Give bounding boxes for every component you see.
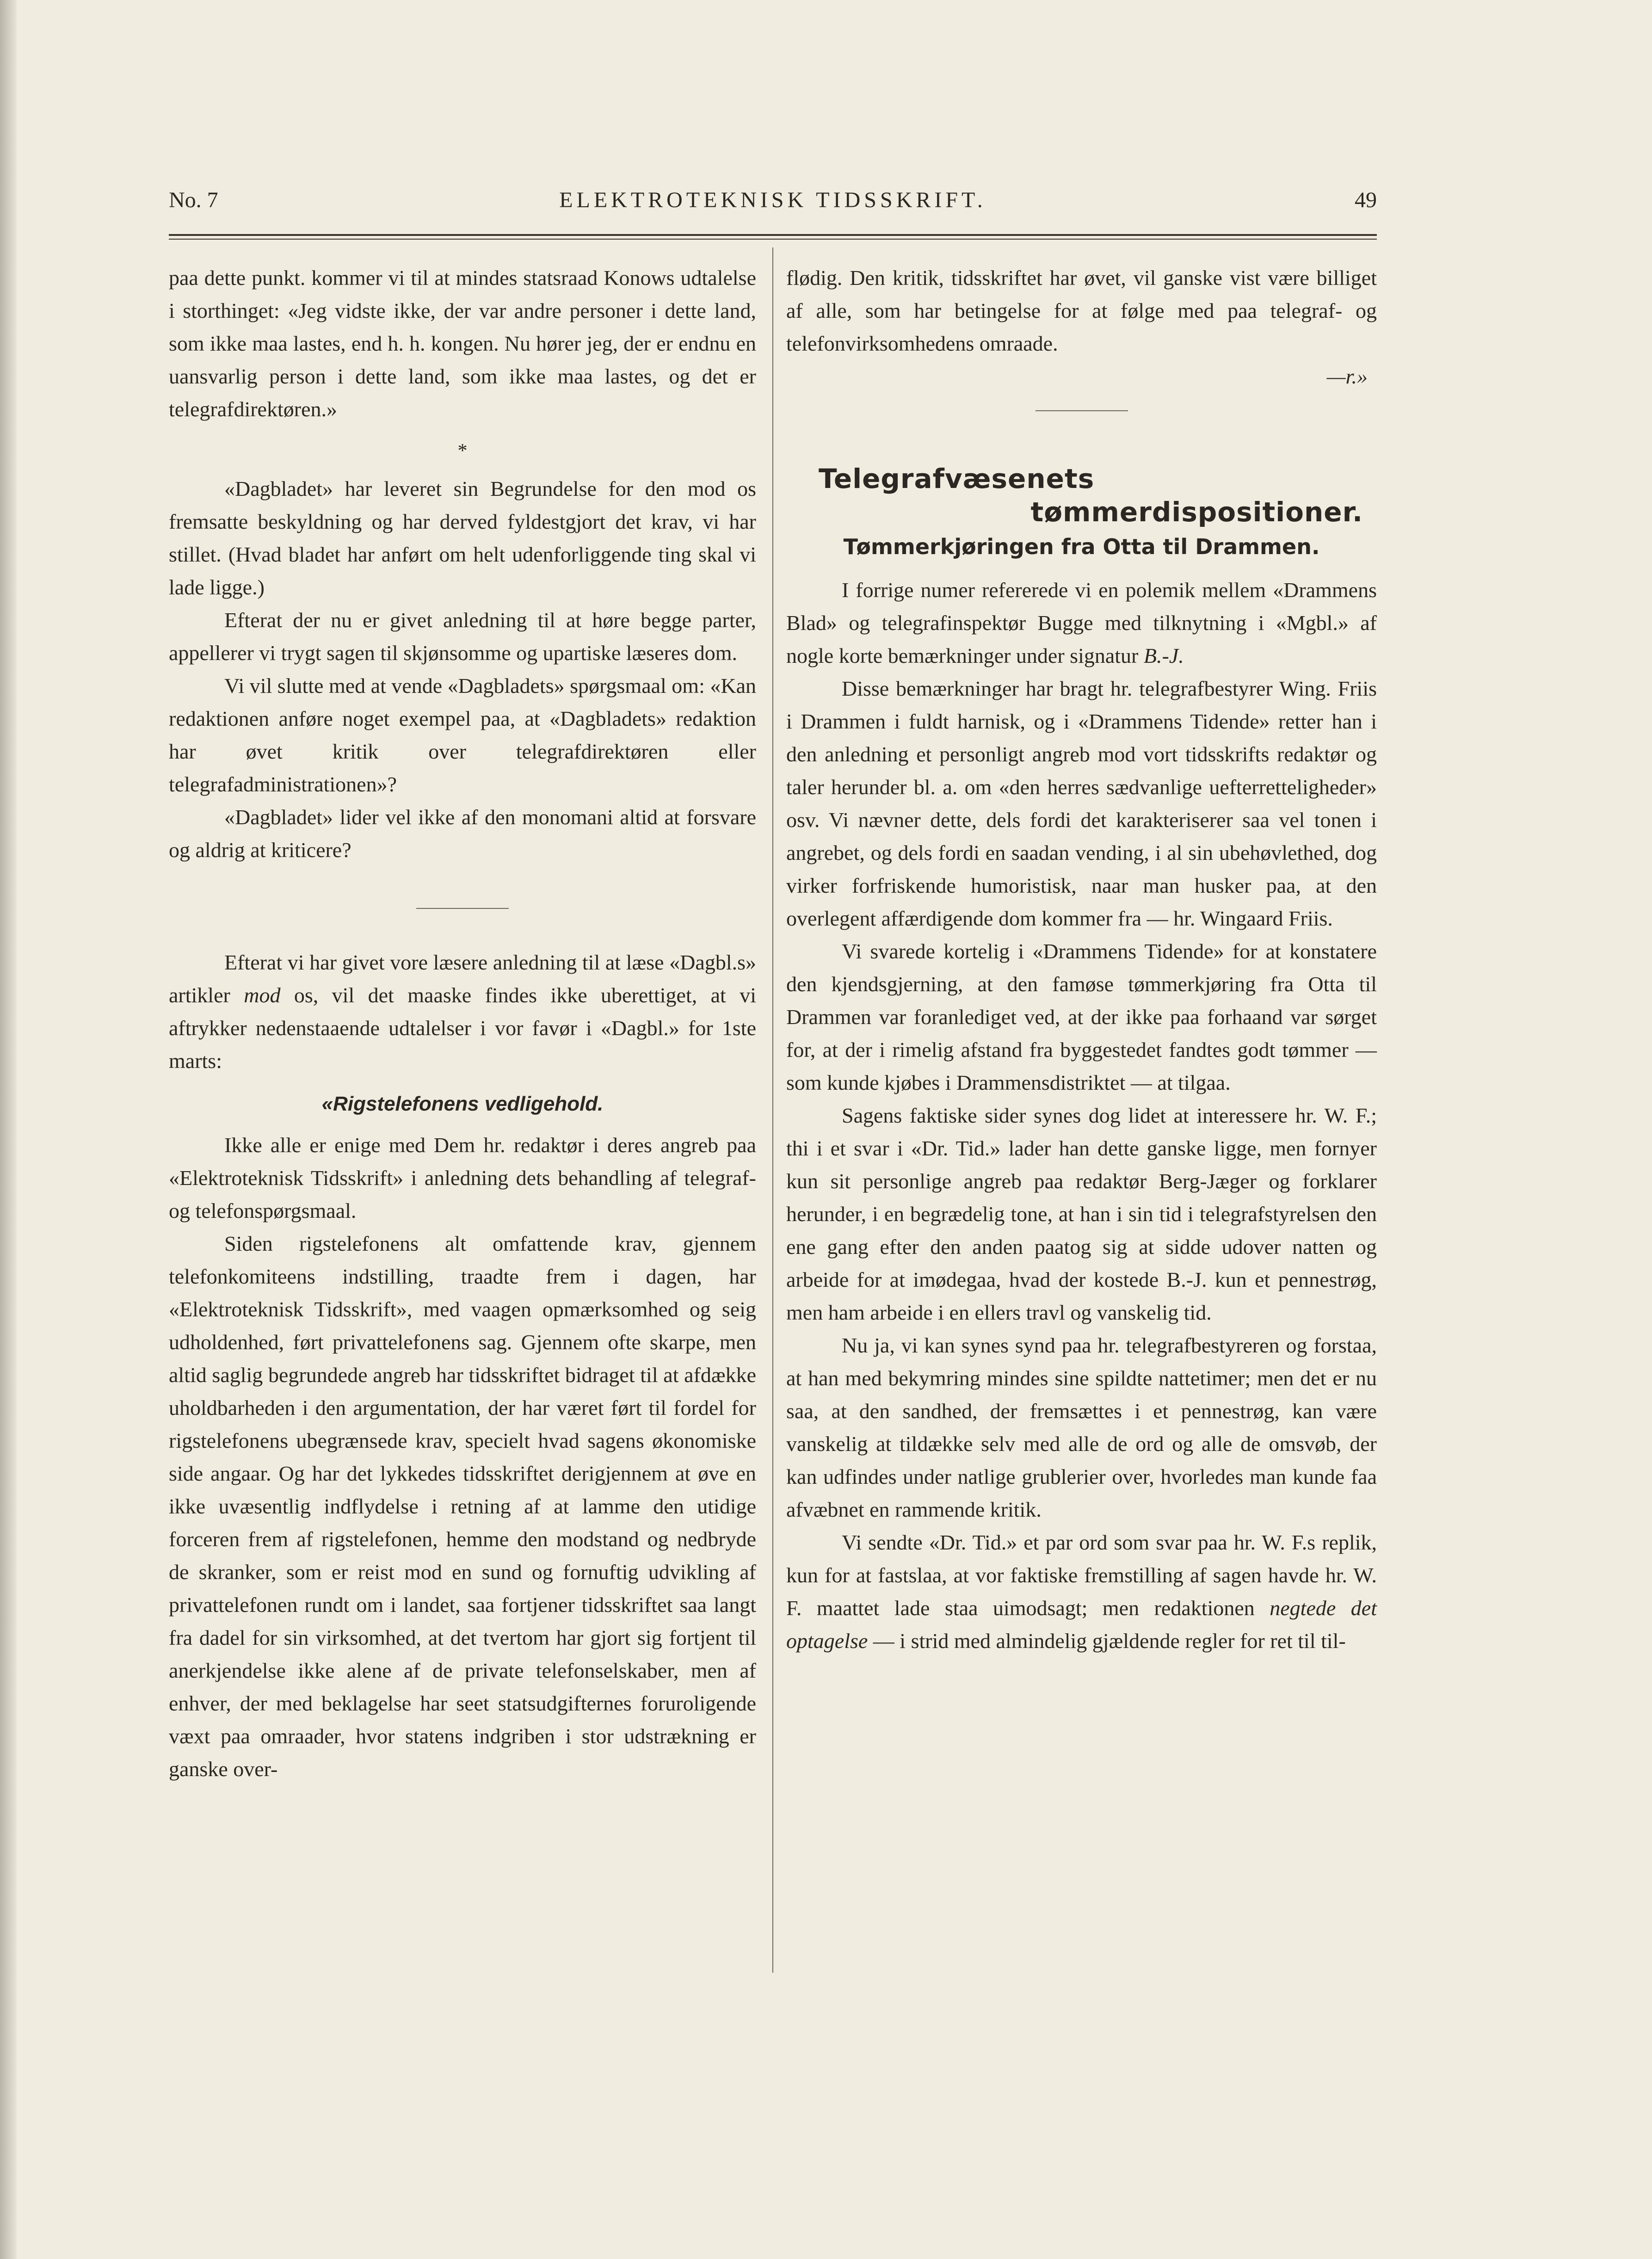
running-header: [169, 187, 1377, 220]
paragraph: Ikke alle er enige med Dem hr. redaktør i deres angreb paa «Elektroteknisk Tidsskrift» i anledning dets behandling af telegraf- og telefonspørgsmaal.: [169, 1133, 756, 1222]
emphasis: negtede det optagelse: [786, 1596, 1377, 1653]
page-number: 49: [1355, 188, 1377, 212]
text-run: Efterat vi har givet vore læsere anledning til at læse «Dagbl.s» artikler: [169, 951, 756, 1007]
left-column: [169, 261, 756, 1785]
paragraph: flødig. Den kritik, tidsskriftet har øvet, vil ganske vist være billiget af alle, som har betingelse for at følge med paa telegraf- og telefonvirksomhedens omraade.: [786, 266, 1377, 355]
paragraph: «Dagbladet» har leveret sin Begrundelse for den mod os fremsatte beskyldning og har derved fyldestgjort det krav, vi har stillet. (Hvad bladet har anført om helt udenforliggende ting skal vi lade ligge.): [169, 477, 756, 599]
paragraph: «Dagbladet» lider vel ikke af den monomani altid at forsvare og aldrig at kriticere?: [169, 805, 756, 862]
text-run: I forrige numer refererede vi en polemik mellem «Drammens Blad» og telegrafinspektør Bugge med tilknytning i «Mgbl.» af nogle korte bemærkninger under signatur: [786, 578, 1377, 667]
page-edge-shadow: [0, 0, 17, 2259]
header-rule-thin: [169, 239, 1377, 240]
paragraph: Vi vil slutte med at vende «Dagbladets» spørgsmaal om: «Kan redaktionen anføre noget exempel paa, at «Dagbladets» redaktion har øvet kritik over telegrafdirektøren eller telegrafadministrationen»?: [169, 674, 756, 796]
paragraph: paa dette punkt. kommer vi til at mindes statsraad Konows udtalelse i storthinget: «Jeg vidste ikke, der var andre personer i dette land, som ikke maa lastes, end h. h. kongen. Nu hører jeg, der er endnu en uansvarlig person i dette land, som ikke maa lastes, og det er telegrafdirektøren.»: [169, 266, 756, 421]
paragraph: Sagens faktiske sider synes dog lidet at interessere hr. W. F.; thi i et svar i «Dr. Tid.» lader han dette ganske ligge, men fornyer kun sit personlige angreb paa redaktør Berg-Jæger og forklarer herunder, i en begrædelig tone, at han i sin tid i telegrafstyrelsen den ene gang efter den anden paatog sig at sidde udover natten og arbeide for at imødegaa, hvad der kostede B.-J. kun et pennestrøg, men ham arbeide i en ellers travl og vanskelig tid.: [786, 1104, 1377, 1324]
emphasis: B.-J.: [1143, 644, 1184, 667]
text-run: — i strid med almindelig gjældende regler for ret til til-: [868, 1629, 1346, 1653]
paragraph: Efterat der nu er givet anledning til at høre begge parter, appellerer vi trygt sagen til skjønsomme og upartiske læseres dom.: [169, 608, 756, 665]
journal-title: ELEKTROTEKNISK TIDSSKRIFT.: [559, 188, 986, 212]
issue-number: No. 7: [169, 188, 218, 212]
text-run: os, vil det maaske findes ikke uberettiget, at vi aftrykker nedenstaaende udtalelser i vor favør i «Dagbl.» for 1ste marts:: [169, 983, 757, 1073]
divider-rule: [1036, 410, 1128, 411]
paragraph: [169, 946, 756, 1077]
emphasis: mod: [244, 983, 281, 1007]
paragraph: Vi svarede kortelig i «Drammens Tidende» for at konstatere den kjendsgjerning, at den famøse tømmerkjøring fra Otta til Drammen var foranlediget ved, at der ikke paa forhaand var sørget for, at der i rimelig afstand fra byggestedet fandtes godt tømmer — som kunde kjøbes i Drammensdistriktet — at tilgaa.: [786, 939, 1377, 1094]
article-title: [786, 462, 1377, 529]
paragraph: Nu ja, vi kan synes synd paa hr. telegrafbestyreren og forstaa, at han med bekymring mindes sine spildte nattetimer; men det er nu saa, at den sandhed, der fremsættes i et pennestrøg, kan være vanskelig at tildække selv med alle de ord og alle de omsvøb, der kan udfindes under natlige grublerier over, hvorledes man kunde faa afvæbnet en rammende kritik.: [786, 1333, 1377, 1521]
divider-rule: [416, 908, 509, 909]
article-subtitle: Tømmerkjøringen fra Otta til Drammen.: [843, 534, 1320, 559]
article-title-line: Telegrafvæsenets: [819, 463, 1095, 494]
column-divider: [772, 247, 773, 1973]
text-run: Vi sendte «Dr. Tid.» et par ord som svar paa hr. W. F.s replik, kun for at fastslaa, at vor faktiske fremstilling af sagen havde hr. W. F. maattet lade staa uimodsagt; men redaktionen: [786, 1531, 1377, 1620]
header-rule-thick: [169, 234, 1377, 236]
right-column: [786, 261, 1377, 1657]
signature: —r.»: [1326, 364, 1368, 388]
paragraph: [786, 574, 1377, 672]
article-title-line: tømmerdispositioner.: [1030, 496, 1363, 528]
section-separator: *: [457, 440, 468, 462]
quoted-article-heading: «Rigstelefonens vedligehold.: [321, 1092, 604, 1115]
paragraph: Siden rigstelefonens alt omfattende krav, gjennem telefonkomiteens indstilling, traadte frem i dagen, har «Elektroteknisk Tidsskrift», med vaagen opmærksomhed og seig udholdenhed, ført privattelefonens sag. Gjennem ofte skarpe, men altid saglig begrundede angreb har tidsskriftet bidraget til at afdække uholdbarheden i den argumentation, der har været ført til fordel for rigstelefonens ubegrænsede krav, specielt hvad sagens økonomiske side angaar. Og har det lykkedes tidsskriftet derigjennem at øve en ikke uvæsentlig indflydelse i retning af at lamme den utidige forceren frem af rigstelefonen, hemme den modstand og nedbryde de skranker, som er reist mod en sund og fornuftig udvikling af privattelefonen rundt om i landet, saa fortjener tidsskriftet saa langt fra dadel for sin virksomhed, at det tvertom har gjort sig fortjent til anerkjendelse ikke alene af de private telefonselskaber, men af enhver, der med beklagelse har seet statsudgifternes foruroligende væxt paa omraader, hvor statens indgriben i stor udstrækning er ganske over-: [169, 1232, 756, 1781]
paragraph: Disse bemærkninger har bragt hr. telegrafbestyrer Wing. Friis i Drammen i fuldt harnisk, og i «Drammens Tidende» retter han i den anledning et personligt angreb mod vort tidsskrifts redaktør og taler herunder bl. a. om «den herres sædvanlige uefterretteligheder» osv. Vi nævner dette, dels fordi det karakteriserer saa vel tonen i angrebet, og dels fordi en saadan vending, i al sin ubehøvlethed, dog virker forfriskende humoristisk, naar man husker paa, at den overlegent affærdigende dom kommer fra — hr. Wingaard Friis.: [786, 677, 1377, 930]
paragraph: [786, 1526, 1377, 1657]
